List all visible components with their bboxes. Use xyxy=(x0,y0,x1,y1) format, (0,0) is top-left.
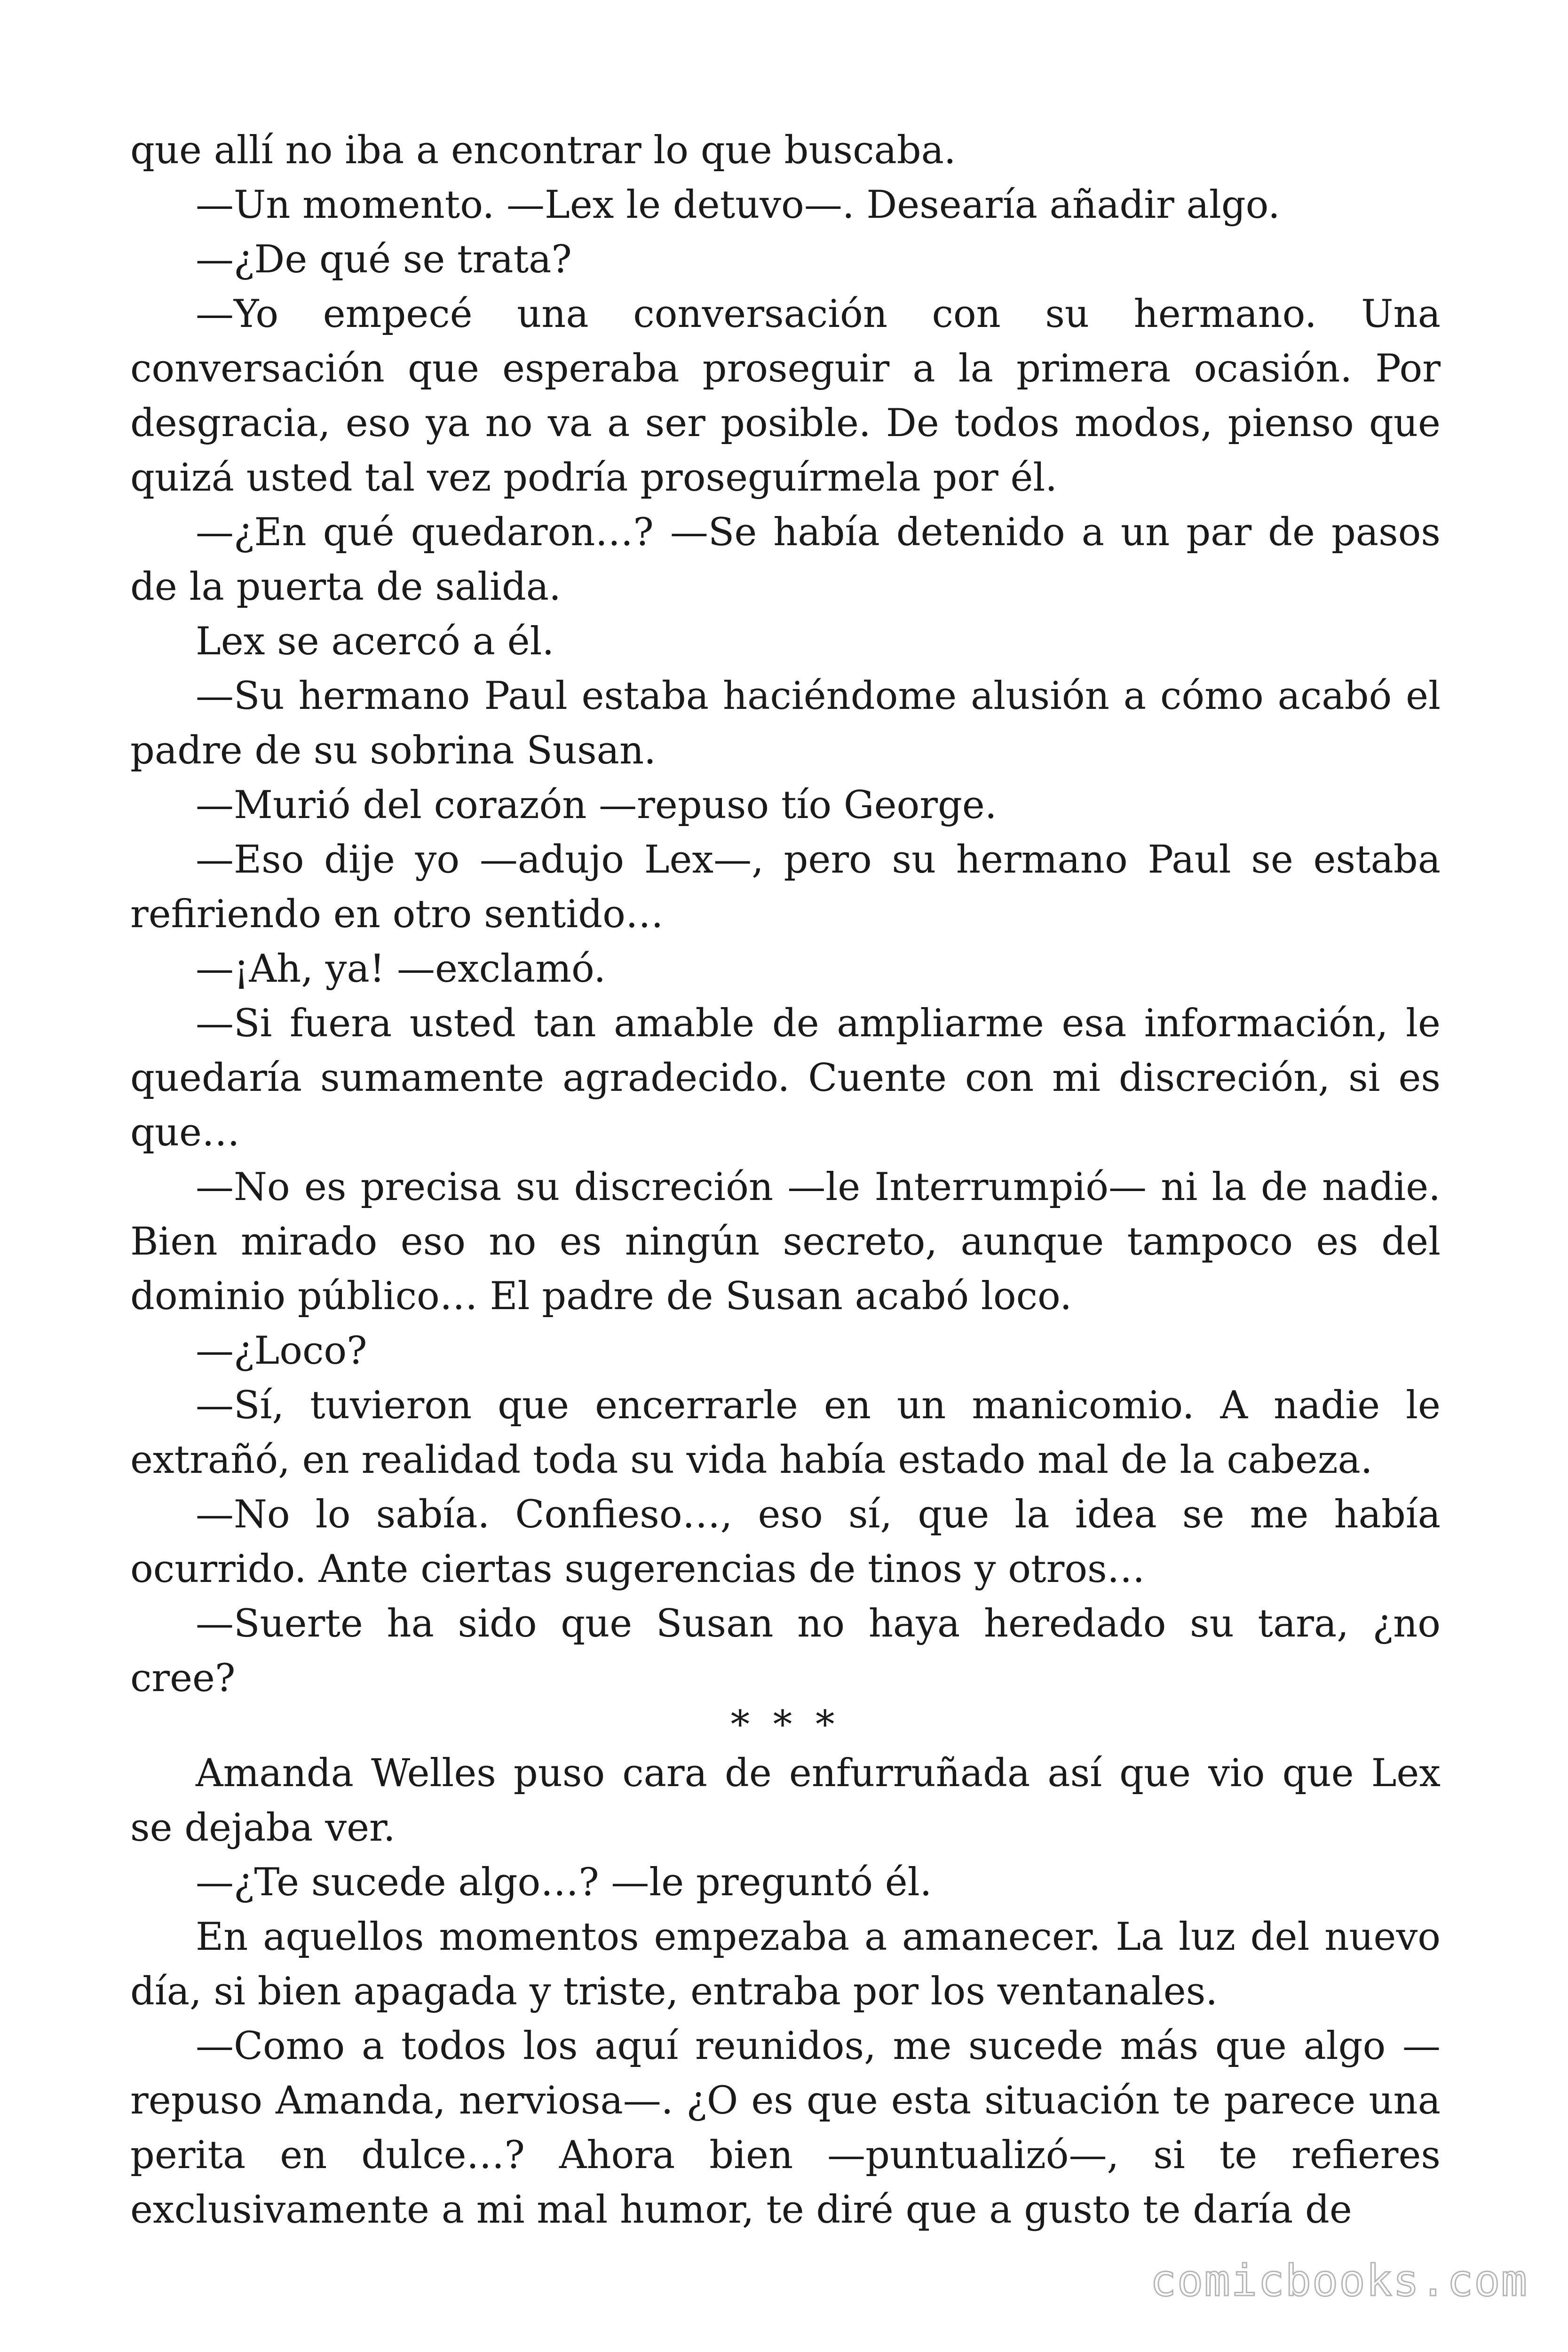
scene-break: * * * xyxy=(730,1703,840,1747)
body-text xyxy=(130,123,1441,2237)
paragraph: —Su hermano Paul estaba haciéndome alusión a cómo acabó el padre de su sobrina Susan. xyxy=(130,674,1441,773)
paragraph: Lex se acercó a él. xyxy=(196,620,554,664)
paragraph: —¡Ah, ya! —exclamó. xyxy=(196,947,606,991)
paragraph: —Si fuera usted tan amable de ampliarme esa información, le quedaría sumamente agradecido. Cuente con mi discreción, si es que… xyxy=(130,1001,1441,1155)
paragraph: —Sí, tuvieron que encerrarle en un manicomio. A nadie le extrañó, en realidad toda su vida había estado mal de la cabeza. xyxy=(130,1383,1441,1482)
watermark: comicbooks.com xyxy=(1150,2256,1528,2306)
paragraph: —¿En qué quedaron…? —Se había detenido a un par de pasos de la puerta de salida. xyxy=(130,510,1441,609)
paragraph: —Eso dije yo —adujo Lex—, pero su hermano Paul se estaba refiriendo en otro sentido… xyxy=(130,838,1441,937)
paragraph: —Yo empecé una conversación con su hermano. Una conversación que esperaba proseguir a la primera ocasión. Por desgracia, eso ya no va a ser posible. De todos modos, pienso que quizá usted tal vez podría proseguírmela por él. xyxy=(130,292,1441,500)
paragraph: —Como a todos los aquí reunidos, me sucede más que algo —repuso Amanda, nerviosa—. ¿O es que esta situación te parece una perita en dulce…? Ahora bien —puntualizó—, si te refieres exclusivamente a mi mal humor, te diré que a gusto te daría de xyxy=(130,2024,1441,2232)
paragraph: Amanda Welles puso cara de enfurruñada así que vio que Lex se dejaba ver. xyxy=(130,1751,1441,1850)
paragraph: —Murió del corazón —repuso tío George. xyxy=(196,783,997,827)
paragraph: —No es precisa su discreción —le Interrumpió— ni la de nadie. Bien mirado eso no es ningún secreto, aunque tampoco es del dominio público… El padre de Susan acabó loco. xyxy=(130,1165,1441,1319)
paragraph: En aquellos momentos empezaba a amanecer. La luz del nuevo día, si bien apagada y triste, entraba por los ventanales. xyxy=(130,1915,1441,2014)
paragraph: que allí no iba a encontrar lo que buscaba. xyxy=(130,128,956,173)
paragraph: —Suerte ha sido que Susan no haya heredado su tara, ¿no cree? xyxy=(130,1602,1441,1700)
paragraph: —No lo sabía. Confieso…, eso sí, que la idea se me había ocurrido. Ante ciertas sugerencias de tinos y otros… xyxy=(130,1493,1441,1591)
paragraph: —¿De qué se trata? xyxy=(196,238,572,282)
paragraph: —¿Te sucede algo…? —le preguntó él. xyxy=(196,1860,932,1905)
paragraph: —¿Loco? xyxy=(196,1329,367,1373)
paragraph: —Un momento. —Lex le detuvo—. Desearía añadir algo. xyxy=(196,183,1280,227)
